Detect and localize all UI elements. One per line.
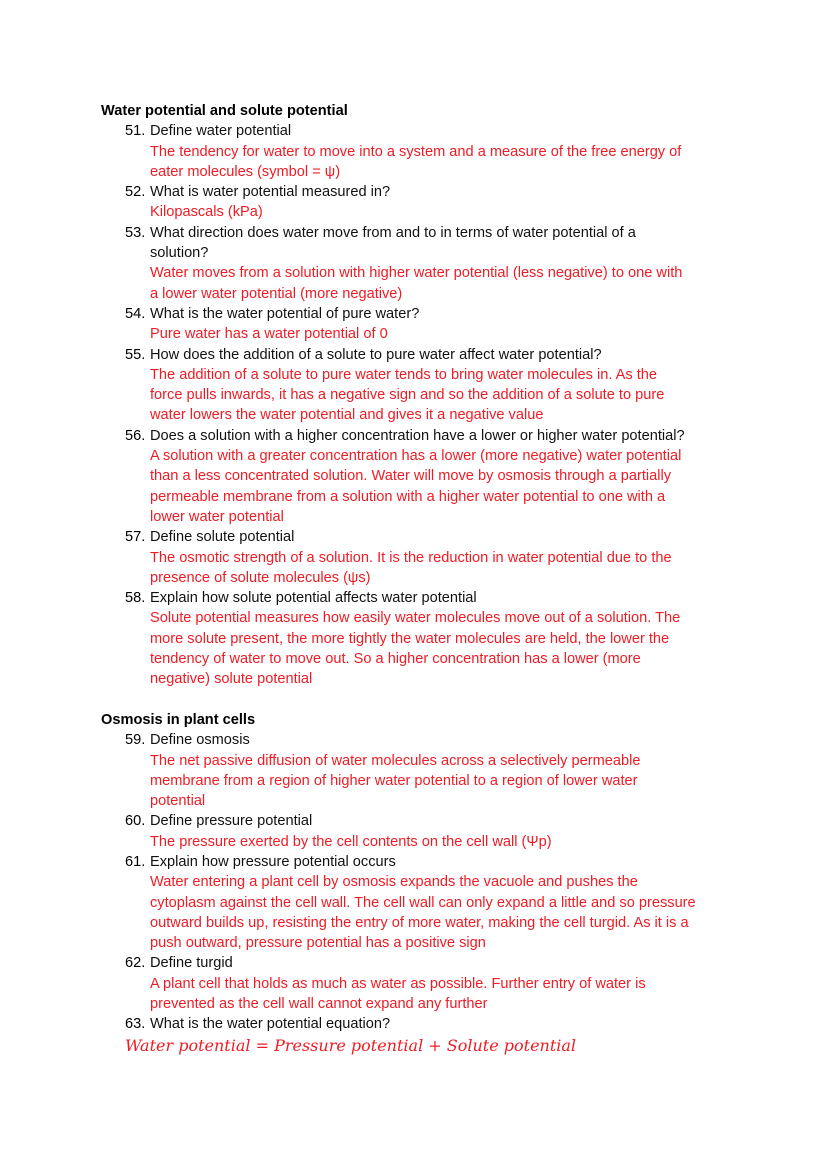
answer-text: water lowers the water potential and gives it a negative value [150, 407, 544, 424]
section-spacer [101, 690, 741, 710]
answer-text: presence of solute molecules (ψs) [150, 569, 371, 586]
question-text: Does a solution with a higher concentration have a lower or higher water potential? [150, 427, 685, 444]
question-item [101, 304, 741, 345]
answer-text: Pure water has a water potential of 0 [150, 326, 388, 343]
answer-text: Solute potential measures how easily water molecules move out of a solution. The [150, 610, 681, 627]
answer-text: The pressure exerted by the cell contents on the cell wall (Ψp) [150, 833, 552, 850]
question-item [101, 730, 741, 811]
answer-text: lower water potential [150, 508, 284, 525]
section-heading: Water potential and solute potential [101, 103, 348, 119]
question-number: 51. [125, 123, 146, 140]
question-number: 52. [125, 184, 146, 201]
water-potential-equation: Water potential = Pressure potential + Solute potential [125, 1035, 577, 1055]
answer-text: potential [150, 793, 206, 810]
question-text: Define turgid [150, 955, 233, 972]
answer-text: permeable membrane from a solution with a higher water potential to one with a [150, 488, 666, 505]
question-number: 56. [125, 427, 146, 444]
question-text: Define solute potential [150, 529, 295, 546]
question-number: 63. [125, 1016, 146, 1033]
question-number: 53. [125, 224, 146, 241]
question-item [101, 121, 741, 182]
question-item [101, 345, 741, 426]
question-item [101, 811, 741, 852]
answer-text: tendency of water to move out. So a higher concentration has a lower (more [150, 651, 641, 668]
answer-text: force pulls inwards, it has a negative sign and so the addition of a solute to pure [150, 387, 665, 404]
answer-text: The osmotic strength of a solution. It is the reduction in water potential due to the [150, 549, 672, 566]
question-text: How does the addition of a solute to pure water affect water potential? [150, 346, 602, 363]
question-item [101, 953, 741, 1014]
question-text: Explain how solute potential affects water potential [150, 590, 477, 607]
question-number: 57. [125, 529, 146, 546]
answer-text: cytoplasm against the cell wall. The cell wall can only expand a little and so pressure [150, 894, 696, 911]
answer-text: eater molecules (symbol = ψ) [150, 163, 341, 180]
answer-text: prevented as the cell wall cannot expand any further [150, 996, 488, 1013]
question-text: Define osmosis [150, 732, 250, 749]
answer-text: The addition of a solute to pure water tends to bring water molecules in. As the [150, 366, 658, 383]
question-item [101, 182, 741, 223]
question-text: What is water potential measured in? [150, 184, 391, 201]
question-number: 55. [125, 346, 146, 363]
question-text: Explain how pressure potential occurs [150, 853, 396, 870]
question-text: solution? [150, 245, 209, 262]
section-heading: Osmosis in plant cells [101, 711, 256, 728]
question-text: Define pressure potential [150, 813, 313, 830]
question-number: 54. [125, 305, 146, 322]
answer-text: a lower water potential (more negative) [150, 285, 403, 302]
question-text: Define water potential [150, 123, 292, 140]
answer-text: outward builds up, resisting the entry of more water, making the cell turgid. As it is a [150, 914, 689, 931]
answer-text: more solute present, the more tightly the water molecules are held, the lower the [150, 630, 670, 647]
document-content [101, 101, 741, 1057]
question-item [101, 426, 741, 527]
question-text: What is the water potential equation? [150, 1016, 391, 1033]
document-page [101, 101, 741, 1057]
question-number: 61. [125, 853, 146, 870]
question-number: 58. [125, 590, 146, 607]
question-number: 60. [125, 813, 146, 830]
question-number: 62. [125, 955, 146, 972]
answer-text: than a less concentrated solution. Water will move by osmosis through a partially [150, 468, 672, 485]
answer-text: A solution with a greater concentration has a lower (more negative) water potential [150, 448, 682, 465]
question-item [101, 527, 741, 588]
answer-text: push outward, pressure potential has a positive sign [150, 935, 486, 952]
answer-text: Water entering a plant cell by osmosis expands the vacuole and pushes the [150, 874, 638, 891]
answer-text: Kilopascals (kPa) [150, 204, 263, 221]
answer-text: Water moves from a solution with higher water potential (less negative) to one with [150, 265, 683, 282]
question-text: What is the water potential of pure water? [150, 305, 420, 322]
question-number: 59. [125, 732, 146, 749]
answer-text: A plant cell that holds as much as water as possible. Further entry of water is [150, 975, 646, 992]
question-item [101, 852, 741, 953]
question-text: What direction does water move from and to in terms of water potential of a [150, 224, 636, 241]
question-item [101, 588, 741, 689]
answer-text: The net passive diffusion of water molecules across a selectively permeable [150, 752, 641, 769]
answer-text: The tendency for water to move into a system and a measure of the free energy of [150, 143, 682, 160]
answer-text: membrane from a region of higher water potential to a region of lower water [150, 772, 638, 789]
answer-text: negative) solute potential [150, 671, 313, 688]
question-item [101, 1014, 741, 1034]
question-item [101, 223, 741, 304]
